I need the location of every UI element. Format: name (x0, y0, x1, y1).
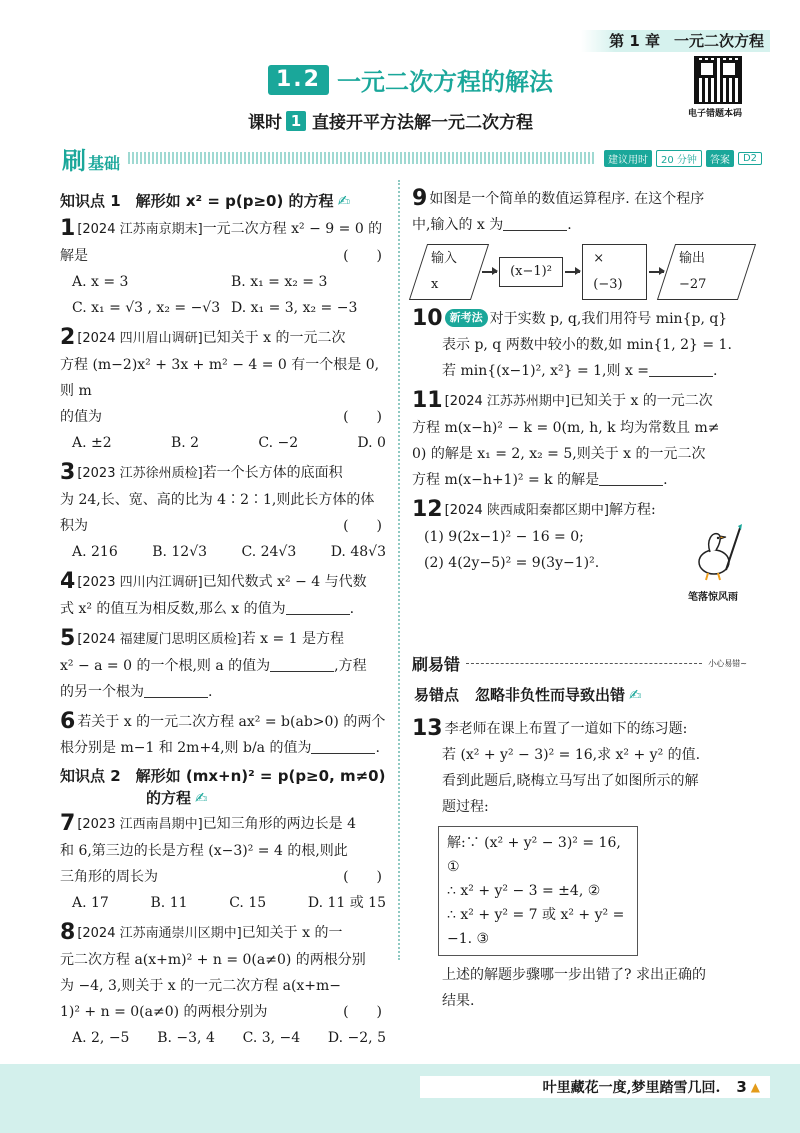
knowledge-point-1: 知识点 1 解形如 x² = p(p≥0) 的方程 ✍ (60, 192, 351, 210)
error-band-side: 小心易错~ (708, 658, 747, 668)
question-11: 11 [2024 江苏苏州期中]已知关于 x 的一元二次 方程 m(x−h)² − k = 0(m, h, k 均为常数且 m≠ 0) 的解是 x₁ = 2, x₂ = 5,则关于 x 的一元二次 方程 m(x−h+1)² = k 的解是 . (412, 388, 720, 488)
option: B. x₁ = x₂ = 3 (231, 274, 328, 290)
question-6: 6 若关于 x 的一元二次方程 ax² = b(ab>0) 的两个 根分别是 m−1 和 2m+4,则 b/a 的值为 . (60, 709, 386, 756)
error-band-title: 刷易错 (412, 654, 461, 674)
option: C. x₁ = √3 , x₂ = −√3 (72, 300, 221, 316)
chapter-tag (581, 30, 770, 52)
option: A. ±2 (72, 435, 112, 451)
arrow-icon (482, 271, 497, 273)
option: C. 24√3 (241, 544, 297, 560)
question-10: 10 新考法 对于实数 p, q,我们用符号 min{p, q} 表示 p, q 两数中较小的数,如 min{1, 2} = 1. 若 min{(x−1)², x²} = 1,则 x = . (412, 306, 732, 379)
band-meta (604, 150, 762, 167)
option: A. x = 3 (72, 274, 129, 290)
lesson-prefix: 课时 (248, 113, 282, 133)
answer-blank[interactable] (270, 656, 334, 672)
qr-label: 电子错题本码 (688, 109, 743, 119)
check-icon: ✍ (195, 789, 208, 807)
knowledge-point-2: 知识点 2 解形如 (mx+n)² = p(p≥0, m≠0) 的方程 ✍ (60, 767, 386, 807)
time-value: 20 分钟 (656, 150, 702, 167)
question-7: 7 [2023 江西南昌期中]已知三角形的两边长是 4 和 6,第三边的长是方程 (x−3)² = 4 的根,则此 三角形的周长为 ( ) A. 17 B. 11 C. 15 D. 11 或 15 (60, 811, 390, 916)
band-rule (128, 152, 596, 164)
option: A. 216 (72, 544, 118, 560)
chapter-number: 第 1 章 (609, 32, 660, 50)
goose-writing-icon (688, 520, 744, 586)
arrow-icon (649, 271, 664, 273)
option: A. 2, −5 (72, 1030, 130, 1046)
flow-input: 输入 x (409, 244, 489, 300)
basics-band (62, 146, 762, 175)
program-flowchart (418, 244, 747, 300)
question-3: 3 [2023 江苏徐州质检]若一个长方体的底面积 为 24,长、宽、高的比为 4∶2∶1,则此长方体的体 积为 ( ) A. 216 B. 12√3 C. 24√3 D. 48√3 (60, 460, 390, 565)
question-1: 1 [2024 江苏南京期末]一元二次方程 x² − 9 = 0 的 解是 ( ) A. x = 3 B. x₁ = x₂ = 3 C. x₁ = √3 , x₂ = −√3 D. x₁ = 3, x₂ = −3 (60, 216, 390, 321)
column-divider (398, 180, 400, 960)
lesson-number: 1 (286, 111, 306, 131)
question-8: 8 [2024 江苏南通崇川区期中]已知关于 x 的一 元二次方程 a(x+m)² + n = 0(a≠0) 的两根分别 为 −4, 3,则关于 x 的一元二次方程 a(x+m− 1)² + n = 0(a≠0) 的两根分别为 ( ) A. 2, −5 B. −3, 4 C. 3, −4 D. −2, 5 (60, 920, 390, 1051)
solution-box: 解:∵ (x² + y² − 3)² = 16, ① ∴ x² + y² − 3 = ±4, ② ∴ x² + y² = 7 或 x² + y² = −1. ③ (438, 826, 638, 956)
answer-blank[interactable] (503, 215, 567, 231)
option: B. 11 (150, 895, 188, 911)
question-9: 9 如图是一个简单的数值运算程序. 在这个程序 中,输入的 x 为 . 输入 x (x−1)² × (−3) 输出 −27 (412, 186, 747, 300)
chapter-title: 一元二次方程 (673, 32, 764, 50)
question-12: 12 [2024 陕西咸阳秦都区期中]解方程: (1) 9(2x−1)² − 16 = 0; (2) 4(2y−5)² = 9(3y−1)². (412, 497, 656, 571)
lesson-title (248, 108, 533, 133)
option: B. 12√3 (152, 544, 208, 560)
page-number: 3 (736, 1078, 747, 1096)
flow-step: × (−3) (582, 244, 646, 300)
option: C. 3, −4 (242, 1030, 301, 1046)
flow-step: (x−1)² (499, 257, 563, 287)
left-column (60, 186, 390, 1055)
flow-output: 输出 −27 (657, 244, 756, 300)
answer-blank[interactable] (144, 682, 208, 698)
footer (0, 1064, 800, 1133)
qr-code-icon[interactable] (694, 56, 742, 104)
option: C. −2 (258, 435, 299, 451)
check-icon: ✍ (629, 686, 642, 704)
check-icon: ✍ (337, 192, 351, 210)
answer-blank[interactable] (599, 470, 663, 486)
answer-blank[interactable] (286, 599, 350, 615)
question-4: 4 [2023 四川内江调研]已知代数式 x² − 4 与代数 式 x² 的值互为相反数,那么 x 的值为 . (60, 569, 367, 617)
question-2: 2 [2024 四川眉山调研]已知关于 x 的一元二次 方程 (m−2)x² + 3x + m² − 4 = 0 有一个根是 0,则 m 的值为 ( ) A. ±2 B. 2 C. −2 D. 0 (60, 325, 390, 456)
answer-label: 答案 (706, 150, 734, 167)
answer-blank[interactable] (311, 738, 375, 754)
error-band (412, 652, 747, 674)
arrow-icon (565, 271, 580, 273)
answer-blank[interactable] (649, 361, 713, 377)
time-label: 建议用时 (604, 150, 652, 167)
option: D. 48√3 (330, 544, 386, 560)
option: D. x₁ = 3, x₂ = −3 (231, 300, 358, 316)
footer-motto: 叶里藏花一度,梦里踏雪几回. (542, 1080, 721, 1096)
answer-value: D2 (738, 152, 762, 165)
error-point: 易错点 忽略非负性而导致出错 ✍ (414, 686, 642, 704)
option: D. 0 (357, 435, 386, 451)
option: D. −2, 5 (327, 1030, 386, 1046)
new-method-badge: 新考法 (445, 309, 488, 327)
triangle-icon: ▲ (750, 1080, 760, 1094)
goose-caption: 笔落惊风雨 (688, 592, 738, 603)
section-title-text: 一元二次方程的解法 (336, 68, 553, 96)
section-number: 1.2 (268, 65, 329, 95)
band-title: 刷基础 (62, 146, 121, 175)
option: A. 17 (72, 895, 109, 911)
option: C. 15 (229, 895, 267, 911)
section-title (268, 62, 553, 97)
option: B. 2 (170, 435, 200, 451)
option: D. 11 或 15 (307, 895, 386, 911)
footer-bar (420, 1076, 770, 1098)
question-13: 13 李老师在课上布置了一道如下的练习题: 若 (x² + y² − 3)² = 16,求 x² + y² 的值. 看到此题后,晓梅立马写出了如图所示的解 题过程: 解:∵ (x² + y² − 3)² = 16, ① ∴ x² + y² − 3 = ±4, ② ∴ x² + y² = 7 或 x² + y² = −1. ③ 上述的解题步骤哪一步出错了? 求出正确的 结果. (412, 716, 706, 1009)
question-5: 5 [2024 福建厦门思明区质检]若 x = 1 是方程 x² − a = 0 的一个根,则 a 的值为 ,方程 的另一个根为 . (60, 626, 367, 700)
option: B. −3, 4 (157, 1030, 215, 1046)
lesson-title-text: 直接开平方法解一元二次方程 (312, 113, 533, 133)
dashed-rule (466, 663, 702, 664)
